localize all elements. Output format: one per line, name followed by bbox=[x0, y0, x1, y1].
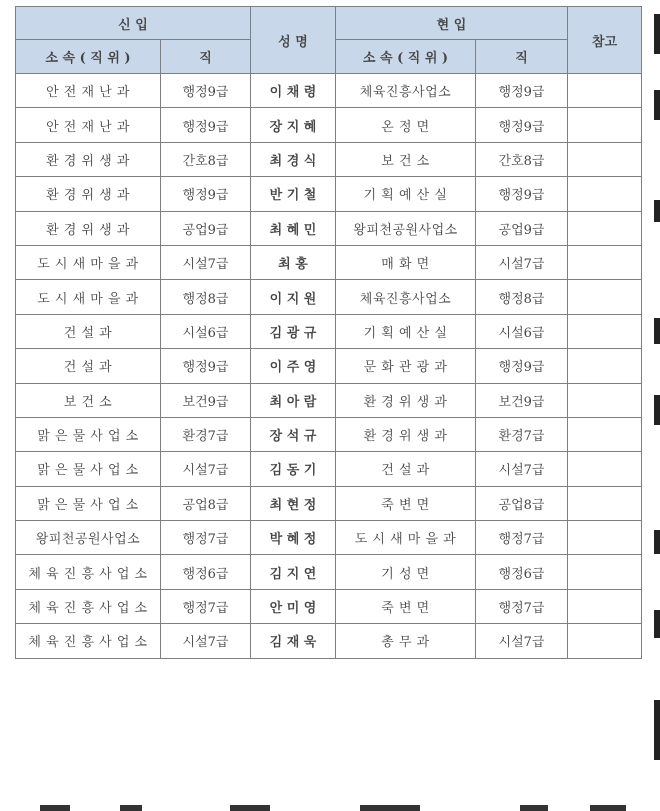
to-rank-cell: 보건9급 bbox=[476, 383, 568, 417]
table-row bbox=[16, 486, 642, 520]
note-cell bbox=[568, 74, 642, 108]
table-row bbox=[16, 452, 642, 486]
to-rank-cell: 행정8급 bbox=[476, 280, 568, 314]
name-cell: 최 아 람 bbox=[251, 383, 336, 417]
header-hyeonip: 현 입 bbox=[336, 7, 568, 40]
from-dept-cell: 체 육 진 흥 사 업 소 bbox=[16, 624, 161, 658]
table-row bbox=[16, 624, 642, 658]
note-cell bbox=[568, 349, 642, 383]
to-rank-cell: 행정9급 bbox=[476, 108, 568, 142]
to-rank-cell: 간호8급 bbox=[476, 142, 568, 176]
from-dept-cell: 체 육 진 흥 사 업 소 bbox=[16, 555, 161, 589]
edge-fragment bbox=[654, 530, 660, 554]
name-cell: 김 지 연 bbox=[251, 555, 336, 589]
from-dept-cell: 맑 은 물 사 업 소 bbox=[16, 486, 161, 520]
note-cell bbox=[568, 280, 642, 314]
name-cell: 김 광 규 bbox=[251, 314, 336, 348]
from-dept-cell: 맑 은 물 사 업 소 bbox=[16, 452, 161, 486]
from-rank-cell: 시설7급 bbox=[161, 245, 251, 279]
from-rank-cell: 행정8급 bbox=[161, 280, 251, 314]
note-cell bbox=[568, 245, 642, 279]
to-rank-cell: 행정7급 bbox=[476, 521, 568, 555]
from-rank-cell: 간호8급 bbox=[161, 142, 251, 176]
table-row bbox=[16, 349, 642, 383]
from-rank-cell: 행정7급 bbox=[161, 521, 251, 555]
from-dept-cell: 맑 은 물 사 업 소 bbox=[16, 417, 161, 451]
from-rank-cell: 시설6급 bbox=[161, 314, 251, 348]
from-rank-cell: 행정9급 bbox=[161, 74, 251, 108]
edge-fragment bbox=[654, 200, 660, 222]
name-cell: 이 지 원 bbox=[251, 280, 336, 314]
to-dept-cell: 기 성 면 bbox=[336, 555, 476, 589]
to-rank-cell: 환경7급 bbox=[476, 417, 568, 451]
from-dept-cell: 도 시 새 마 을 과 bbox=[16, 280, 161, 314]
edge-fragment bbox=[654, 395, 660, 425]
edge-fragment bbox=[654, 610, 660, 638]
table-row bbox=[16, 383, 642, 417]
name-cell: 반 기 철 bbox=[251, 177, 336, 211]
from-dept-cell: 환 경 위 생 과 bbox=[16, 177, 161, 211]
header-to-dept: 소 속 ( 직 위 ) bbox=[336, 40, 476, 74]
table-row bbox=[16, 521, 642, 555]
from-rank-cell: 환경7급 bbox=[161, 417, 251, 451]
to-dept-cell: 환 경 위 생 과 bbox=[336, 383, 476, 417]
from-dept-cell: 환 경 위 생 과 bbox=[16, 211, 161, 245]
note-cell bbox=[568, 211, 642, 245]
to-dept-cell: 건 설 과 bbox=[336, 452, 476, 486]
from-rank-cell: 공업8급 bbox=[161, 486, 251, 520]
table-body bbox=[16, 74, 642, 659]
to-dept-cell: 왕피천공원사업소 bbox=[336, 211, 476, 245]
from-dept-cell: 도 시 새 마 을 과 bbox=[16, 245, 161, 279]
edge-fragment bbox=[654, 700, 660, 760]
note-cell bbox=[568, 314, 642, 348]
name-cell: 최 홍 bbox=[251, 245, 336, 279]
table-row bbox=[16, 211, 642, 245]
from-rank-cell: 시설7급 bbox=[161, 452, 251, 486]
name-cell: 최 경 식 bbox=[251, 142, 336, 176]
from-rank-cell: 시설7급 bbox=[161, 624, 251, 658]
table-row bbox=[16, 177, 642, 211]
edge-fragment bbox=[654, 318, 660, 344]
to-dept-cell: 문 화 관 광 과 bbox=[336, 349, 476, 383]
table-row bbox=[16, 108, 642, 142]
from-rank-cell: 공업9급 bbox=[161, 211, 251, 245]
from-rank-cell: 행정9급 bbox=[161, 108, 251, 142]
note-cell bbox=[568, 555, 642, 589]
note-cell bbox=[568, 383, 642, 417]
note-cell bbox=[568, 142, 642, 176]
to-rank-cell: 공업8급 bbox=[476, 486, 568, 520]
from-dept-cell: 보 건 소 bbox=[16, 383, 161, 417]
to-dept-cell: 온 정 면 bbox=[336, 108, 476, 142]
to-rank-cell: 행정9급 bbox=[476, 349, 568, 383]
to-rank-cell: 행정9급 bbox=[476, 177, 568, 211]
name-cell: 안 미 영 bbox=[251, 589, 336, 623]
edge-fragment bbox=[654, 90, 660, 120]
to-rank-cell: 시설7급 bbox=[476, 245, 568, 279]
to-dept-cell: 기 획 예 산 실 bbox=[336, 177, 476, 211]
from-dept-cell: 체 육 진 흥 사 업 소 bbox=[16, 589, 161, 623]
header-from-dept: 소 속 ( 직 위 ) bbox=[16, 40, 161, 74]
to-dept-cell: 죽 변 면 bbox=[336, 486, 476, 520]
name-cell: 김 동 기 bbox=[251, 452, 336, 486]
from-dept-cell: 왕피천공원사업소 bbox=[16, 521, 161, 555]
from-rank-cell: 보건9급 bbox=[161, 383, 251, 417]
from-dept-cell: 안 전 재 난 과 bbox=[16, 108, 161, 142]
to-rank-cell: 공업9급 bbox=[476, 211, 568, 245]
note-cell bbox=[568, 624, 642, 658]
name-cell: 최 혜 민 bbox=[251, 211, 336, 245]
name-cell: 이 채 령 bbox=[251, 74, 336, 108]
bottom-cutoff-text bbox=[0, 803, 660, 811]
name-cell: 이 주 영 bbox=[251, 349, 336, 383]
to-dept-cell: 보 건 소 bbox=[336, 142, 476, 176]
header-sinip: 신 입 bbox=[16, 7, 251, 40]
to-rank-cell: 행정6급 bbox=[476, 555, 568, 589]
from-rank-cell: 행정7급 bbox=[161, 589, 251, 623]
table-row bbox=[16, 245, 642, 279]
to-dept-cell: 체육진흥사업소 bbox=[336, 280, 476, 314]
name-cell: 장 석 규 bbox=[251, 417, 336, 451]
table-row bbox=[16, 417, 642, 451]
note-cell bbox=[568, 589, 642, 623]
note-cell bbox=[568, 108, 642, 142]
to-rank-cell: 시설6급 bbox=[476, 314, 568, 348]
table-row bbox=[16, 314, 642, 348]
note-cell bbox=[568, 452, 642, 486]
header-to-rank: 직 bbox=[476, 40, 568, 74]
table-row bbox=[16, 555, 642, 589]
to-rank-cell: 시설7급 bbox=[476, 624, 568, 658]
header-note: 참고 bbox=[568, 7, 642, 74]
to-dept-cell: 도 시 새 마 을 과 bbox=[336, 521, 476, 555]
table-row bbox=[16, 74, 642, 108]
header-name: 성 명 bbox=[251, 7, 336, 74]
table-row bbox=[16, 589, 642, 623]
note-cell bbox=[568, 177, 642, 211]
note-cell bbox=[568, 417, 642, 451]
to-rank-cell: 행정7급 bbox=[476, 589, 568, 623]
from-dept-cell: 안 전 재 난 과 bbox=[16, 74, 161, 108]
personnel-transfer-table bbox=[15, 6, 642, 659]
name-cell: 장 지 혜 bbox=[251, 108, 336, 142]
edge-fragment bbox=[654, 14, 660, 54]
from-dept-cell: 건 설 과 bbox=[16, 349, 161, 383]
from-rank-cell: 행정9급 bbox=[161, 177, 251, 211]
name-cell: 김 재 욱 bbox=[251, 624, 336, 658]
name-cell: 최 현 정 bbox=[251, 486, 336, 520]
to-rank-cell: 행정9급 bbox=[476, 74, 568, 108]
from-dept-cell: 건 설 과 bbox=[16, 314, 161, 348]
name-cell: 박 혜 정 bbox=[251, 521, 336, 555]
to-dept-cell: 체육진흥사업소 bbox=[336, 74, 476, 108]
to-dept-cell: 환 경 위 생 과 bbox=[336, 417, 476, 451]
to-dept-cell: 기 획 예 산 실 bbox=[336, 314, 476, 348]
from-rank-cell: 행정6급 bbox=[161, 555, 251, 589]
note-cell bbox=[568, 486, 642, 520]
from-rank-cell: 행정9급 bbox=[161, 349, 251, 383]
to-dept-cell: 죽 변 면 bbox=[336, 589, 476, 623]
to-dept-cell: 총 무 과 bbox=[336, 624, 476, 658]
header-from-rank: 직 bbox=[161, 40, 251, 74]
to-dept-cell: 매 화 면 bbox=[336, 245, 476, 279]
to-rank-cell: 시설7급 bbox=[476, 452, 568, 486]
from-dept-cell: 환 경 위 생 과 bbox=[16, 142, 161, 176]
table-row bbox=[16, 142, 642, 176]
note-cell bbox=[568, 521, 642, 555]
table-row bbox=[16, 280, 642, 314]
